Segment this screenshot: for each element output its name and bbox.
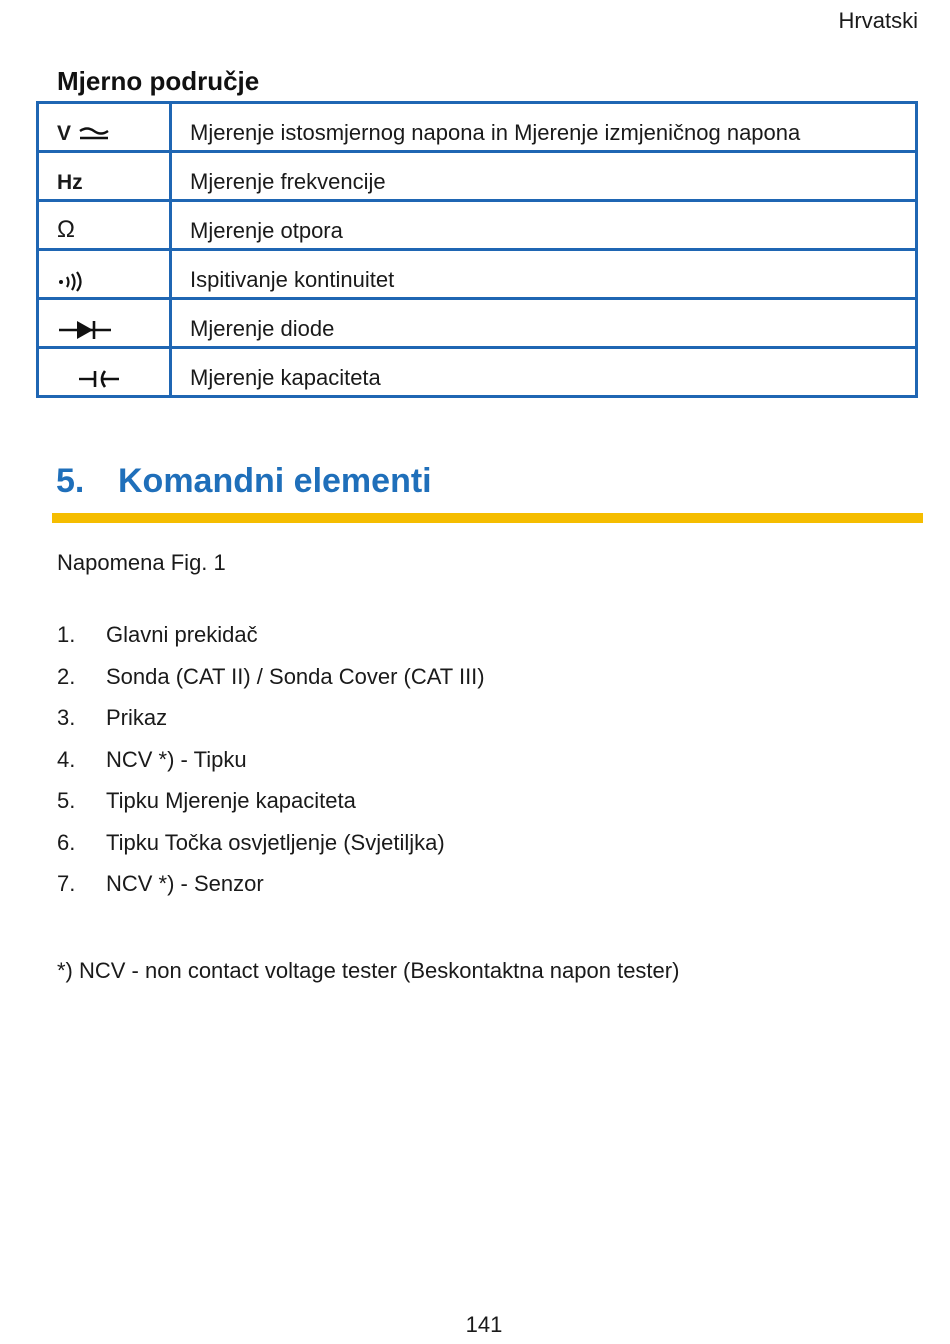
figure-note: Napomena Fig. 1: [57, 550, 226, 575]
list-item: [57, 788, 485, 830]
continuity-icon: [57, 270, 87, 292]
list-item-number: 7.: [57, 871, 76, 896]
list-item: [57, 705, 485, 747]
footnote: *) NCV - non contact voltage tester (Beskontaktna napon tester): [57, 958, 680, 983]
list-item-number: 4.: [57, 746, 76, 772]
table-row: [38, 152, 917, 201]
description-cell: Mjerenje kapaciteta: [171, 348, 917, 397]
table-row: [38, 201, 917, 250]
description-cell: Mjerenje frekvencije: [171, 152, 917, 201]
section-heading: [56, 462, 432, 501]
description-cell: Mjerenje istosmjernog napona in Mjerenje izmjeničnog napona: [171, 103, 917, 152]
symbol-cell: [38, 250, 171, 299]
frequency-symbol: Hz: [57, 171, 83, 194]
symbol-cell: [38, 348, 171, 397]
list-item-number: 3.: [57, 705, 76, 730]
list-item-label: Prikaz: [106, 705, 168, 730]
language-label: Hrvatski: [838, 8, 918, 33]
controls-list: [57, 622, 485, 913]
list-item-number: 2.: [57, 663, 76, 689]
heading-divider: [52, 513, 923, 523]
list-item-label: NCV *) - Senzor: [106, 871, 264, 896]
table-row: [38, 250, 917, 299]
list-item-number: 1.: [57, 622, 76, 647]
description-cell: Ispitivanje kontinuitet: [171, 250, 917, 299]
ac-dc-voltage-icon: [77, 125, 111, 143]
list-item: [57, 622, 485, 664]
symbol-cell: [38, 152, 171, 201]
description-cell: Mjerenje otpora: [171, 201, 917, 250]
measuring-range-title: Mjerno područje: [57, 66, 260, 96]
ohm-symbol: Ω: [57, 216, 75, 243]
list-item-label: Glavni prekidač: [106, 622, 258, 647]
list-item-number: 6.: [57, 829, 76, 855]
list-item-label: Tipku Točka osvjetljenje (Svjetiljka): [106, 829, 445, 855]
symbol-cell: [38, 201, 171, 250]
list-item: [57, 664, 485, 706]
symbol-cell: [38, 103, 171, 152]
voltage-symbol: V: [57, 122, 72, 145]
list-item-label: NCV *) - Tipku: [106, 746, 247, 772]
measuring-range-table: [36, 101, 918, 398]
list-item-label: Tipku Mjerenje kapaciteta: [106, 788, 356, 813]
capacitor-icon: [77, 368, 121, 390]
table-row: [38, 103, 917, 152]
section-title: Komandni elementi: [118, 462, 432, 500]
section-number: 5.: [56, 462, 85, 500]
list-item: [57, 871, 485, 913]
table-row: [38, 299, 917, 348]
description-cell: Mjerenje diode: [171, 299, 917, 348]
list-item: [57, 830, 485, 872]
table-row: [38, 348, 917, 397]
symbol-cell: [38, 299, 171, 348]
list-item: [57, 747, 485, 789]
page-number: 141: [465, 1312, 503, 1337]
list-item-number: 5.: [57, 788, 76, 813]
diode-icon: [57, 319, 113, 341]
list-item-label: Sonda (CAT II) / Sonda Cover (CAT III): [106, 663, 485, 689]
